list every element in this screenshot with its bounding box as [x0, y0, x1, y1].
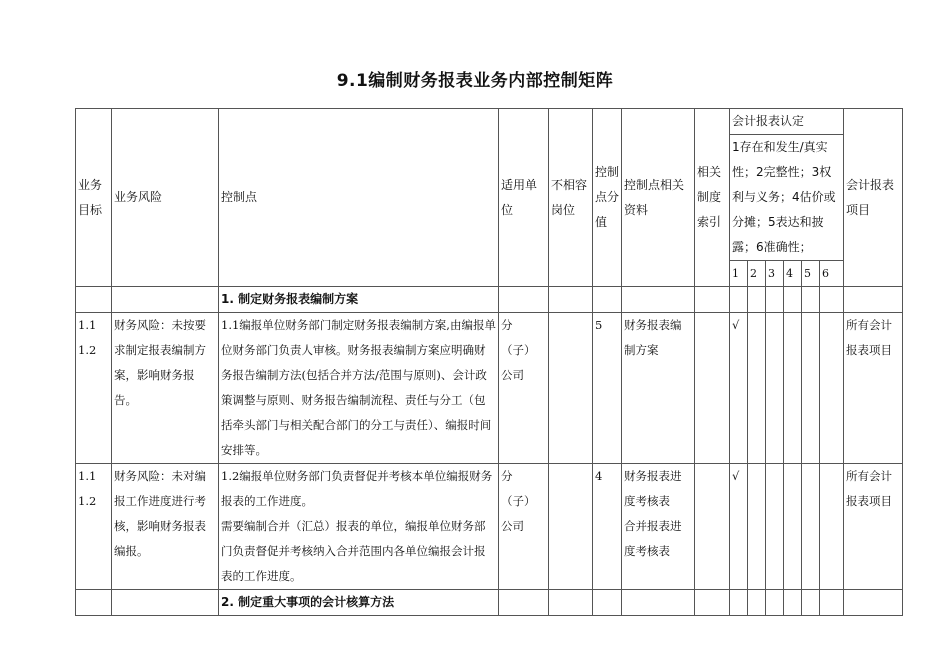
report-items-cell: 所有会计报表项目 [844, 464, 903, 590]
control-material-cell: 财务报表进度考核表 合并报表进度考核表 [622, 464, 695, 590]
header-assertion-desc: 1存在和发生/真实性；2完整性；3权利与义务；4估价或分摊；5表达和披露；6准确性； [730, 135, 844, 261]
empty-cell [695, 590, 730, 616]
empty-cell [593, 287, 622, 313]
empty-cell [730, 287, 748, 313]
report-items-cell: 所有会计报表项目 [844, 313, 903, 464]
empty-cell [784, 590, 802, 616]
system-index-cell [695, 464, 730, 590]
page-title: 9.1编制财务报表业务内部控制矩阵 [336, 71, 614, 91]
control-point-cell: 1.2编报单位财务部门负责督促并考核本单位编报财务报表的工作进度。 需要编制合并（汇总）报表的单位，编报单位财务部门负责督促并考核纳入合并范围内各单位编报会计报表的工作进度。 [219, 464, 499, 590]
header-control-score: 控制点分值 [593, 109, 622, 287]
business-goal-cell: 1.1 1.2 [76, 464, 112, 590]
empty-cell [802, 590, 820, 616]
header-report-items: 会计报表项目 [844, 109, 903, 287]
assertion-check-cell [802, 313, 820, 464]
assertion-number: 5 [802, 261, 820, 287]
empty-cell [820, 287, 844, 313]
header-control-point: 控制点 [219, 109, 499, 287]
assertion-check-cell [820, 313, 844, 464]
business-goal-cell: 1.1 1.2 [76, 313, 112, 464]
empty-cell [499, 287, 549, 313]
incompatible-post-cell [549, 313, 593, 464]
empty-cell [820, 590, 844, 616]
assertion-check-cell [766, 313, 784, 464]
header-business-risk: 业务风险 [112, 109, 219, 287]
table-row [76, 313, 903, 464]
assertion-number: 3 [766, 261, 784, 287]
empty-cell [76, 590, 112, 616]
empty-cell [695, 287, 730, 313]
control-score-cell: 4 [593, 464, 622, 590]
assertion-check-cell [802, 464, 820, 590]
header-row [76, 109, 903, 135]
empty-cell [499, 590, 549, 616]
empty-cell [766, 590, 784, 616]
table-row [76, 464, 903, 590]
assertion-check-cell: √ [730, 464, 748, 590]
assertion-number: 6 [820, 261, 844, 287]
header-assertion-title: 会计报表认定 [730, 109, 844, 135]
control-score-cell: 5 [593, 313, 622, 464]
empty-cell [622, 590, 695, 616]
empty-cell [549, 590, 593, 616]
section-row [76, 590, 903, 616]
empty-cell [593, 590, 622, 616]
empty-cell [622, 287, 695, 313]
control-matrix-table [75, 108, 903, 616]
assertion-check-cell [784, 313, 802, 464]
assertion-check-cell [748, 313, 766, 464]
section-label: 2. 制定重大事项的会计核算方法 [219, 590, 499, 616]
header-incompatible-post: 不相容岗位 [549, 109, 593, 287]
section-row [76, 287, 903, 313]
empty-cell [730, 590, 748, 616]
empty-cell [844, 590, 903, 616]
assertion-check-cell [784, 464, 802, 590]
empty-cell [76, 287, 112, 313]
empty-cell [844, 287, 903, 313]
control-point-cell: 1.1编报单位财务部门制定财务报表编制方案,由编报单位财务部门负责人审核。财务报表编制方案应明确财务报告编制方法(包括合并方法/范围与原则)、会计政策调整与原则、财务报告编制流程、责任与分工（包括牵头部门与相关配合部门的分工与责任）、编报时间安排等。 [219, 313, 499, 464]
assertion-number: 1 [730, 261, 748, 287]
empty-cell [112, 287, 219, 313]
header-applicable-unit: 适用单位 [499, 109, 549, 287]
section-label: 1. 制定财务报表编制方案 [219, 287, 499, 313]
header-business-goal: 业务目标 [76, 109, 112, 287]
header-system-index: 相关制度索引 [695, 109, 730, 287]
assertion-number: 2 [748, 261, 766, 287]
control-material-cell: 财务报表编制方案 [622, 313, 695, 464]
empty-cell [766, 287, 784, 313]
empty-cell [112, 590, 219, 616]
assertion-check-cell [820, 464, 844, 590]
applicable-unit-cell: 分 （子） 公司 [499, 464, 549, 590]
empty-cell [748, 287, 766, 313]
business-risk-cell: 财务风险：未对编报工作进度进行考核，影响财务报表编报。 [112, 464, 219, 590]
business-risk-cell: 财务风险：未按要求制定报表编制方案，影响财务报告。 [112, 313, 219, 464]
empty-cell [748, 590, 766, 616]
incompatible-post-cell [549, 464, 593, 590]
empty-cell [784, 287, 802, 313]
assertion-check-cell [748, 464, 766, 590]
assertion-number: 4 [784, 261, 802, 287]
system-index-cell [695, 313, 730, 464]
empty-cell [802, 287, 820, 313]
assertion-check-cell [766, 464, 784, 590]
assertion-check-cell: √ [730, 313, 748, 464]
empty-cell [549, 287, 593, 313]
applicable-unit-cell: 分 （子） 公司 [499, 313, 549, 464]
header-control-material: 控制点相关资料 [622, 109, 695, 287]
